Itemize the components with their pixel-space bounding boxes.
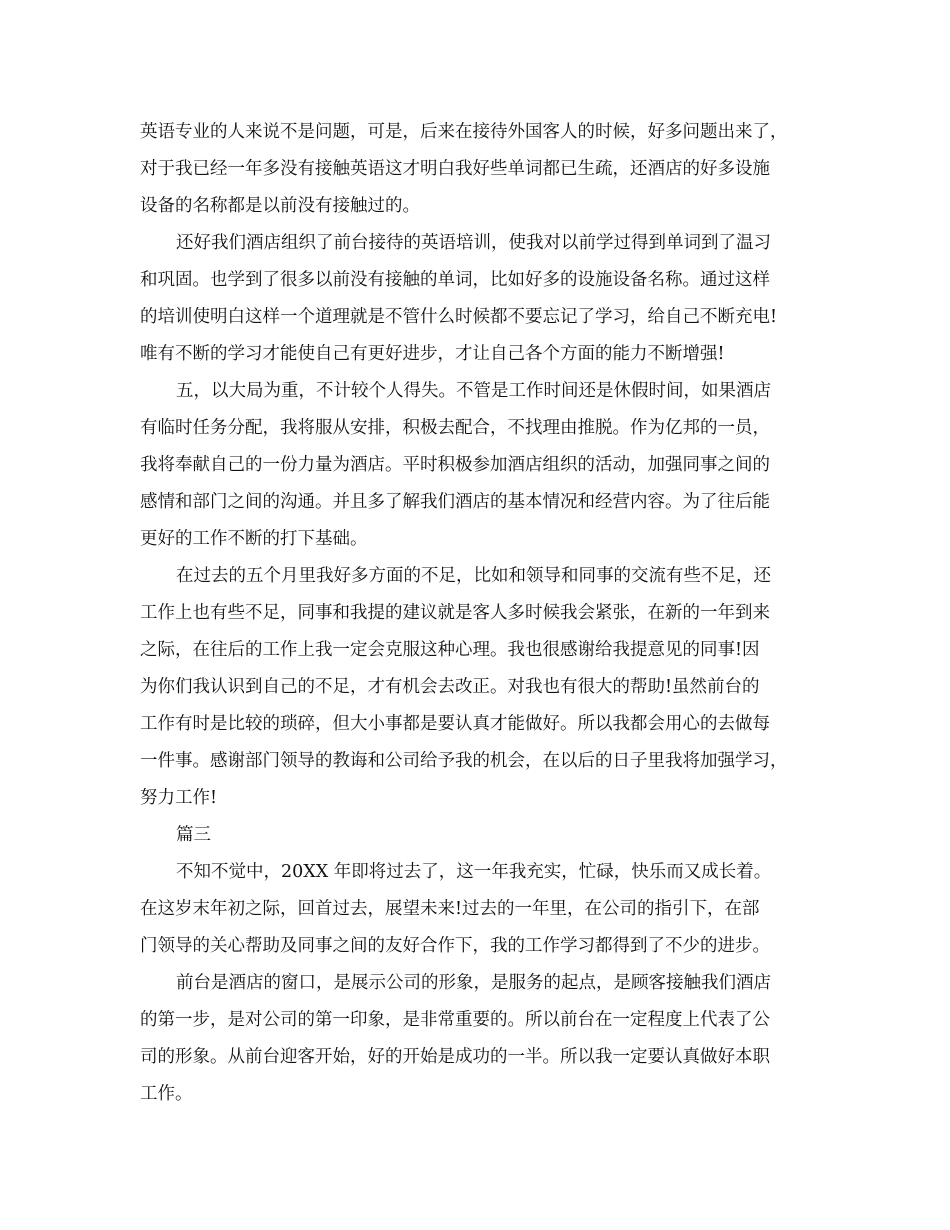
text-line: 有临时任务分配，我将服从安排，积极去配合，不找理由推脱。作为亿邦的一员，: [140, 418, 770, 438]
section-heading: 篇三: [176, 825, 211, 845]
text-line: 为你们我认识到自己的不足，才有机会去改正。对我也有很大的帮助!虽然前台的: [140, 677, 760, 697]
text-line: 门领导的关心帮助及同事之间的友好合作下，我的工作学习都得到了不少的进步。: [140, 936, 770, 956]
text-line: 前台是酒店的窗口，是展示公司的形象，是服务的起点，是顾客接触我们酒店: [176, 973, 771, 993]
text-line: 五，以大局为重，不计较个人得失。不管是工作时间还是休假时间，如果酒店: [176, 381, 771, 401]
text-line: 在过去的五个月里我好多方面的不足，比如和领导和同事的交流有些不足，还: [176, 566, 771, 586]
text-line: 工作。: [140, 1084, 193, 1104]
text-line: 工作上也有些不足，同事和我提的建议就是客人多时候我会紧张，在新的一年到来: [140, 603, 770, 623]
text-line: 司的形象。从前台迎客开始，好的开始是成功的一半。所以我一定要认真做好本职: [140, 1047, 770, 1067]
text-line: 之际，在往后的工作上我一定会克服这种心理。我也很感谢给我提意见的同事!因: [140, 640, 760, 660]
text-line: 还好我们酒店组织了前台接待的英语培训，使我对以前学过得到单词到了温习: [176, 233, 771, 253]
text-line: 一件事。感谢部门领导的教诲和公司给予我的机会，在以后的日子里我将加强学习，: [140, 751, 788, 771]
text-line: 和巩固。也学到了很多以前没有接触的单词，比如好多的设施设备名称。通过这样: [140, 270, 770, 290]
text-line: 的培训使明白这样一个道理就是不管什么时候都不要忘记了学习，给自己不断充电!: [140, 307, 778, 327]
text-line: 的第一步，是对公司的第一印象，是非常重要的。所以前台在一定程度上代表了公: [140, 1010, 770, 1030]
text-line: 设备的名称都是以前没有接触过的。: [140, 196, 420, 216]
text-line: 对于我已经一年多没有接触英语这才明白我好些单词都已生疏，还酒店的好多设施: [140, 159, 770, 179]
text-line: 英语专业的人来说不是问题，可是，后来在接待外国客人的时候，好多问题出来了，: [140, 122, 788, 142]
text-line: 努力工作!: [140, 788, 218, 808]
text-line: 我将奉献自己的一份力量为酒店。平时积极参加酒店组织的活动，加强同事之间的: [140, 455, 770, 475]
text-line: 不知不觉中，20XX 年即将过去了，这一年我充实，忙碌，快乐而又成长着。: [176, 862, 772, 882]
text-line: 感情和部门之间的沟通。并且多了解我们酒店的基本情况和经营内容。为了往后能: [140, 492, 770, 512]
text-line: 更好的工作不断的打下基础。: [140, 529, 368, 549]
text-line: 工作有时是比较的琐碎，但大小事都是要认真才能做好。所以我都会用心的去做每: [140, 714, 770, 734]
text-line: 唯有不断的学习才能使自己有更好进步，才让自己各个方面的能力不断增强!: [140, 344, 725, 364]
text-line: 在这岁末年初之际，回首过去，展望未来!过去的一年里，在公司的指引下，在部: [140, 899, 760, 919]
